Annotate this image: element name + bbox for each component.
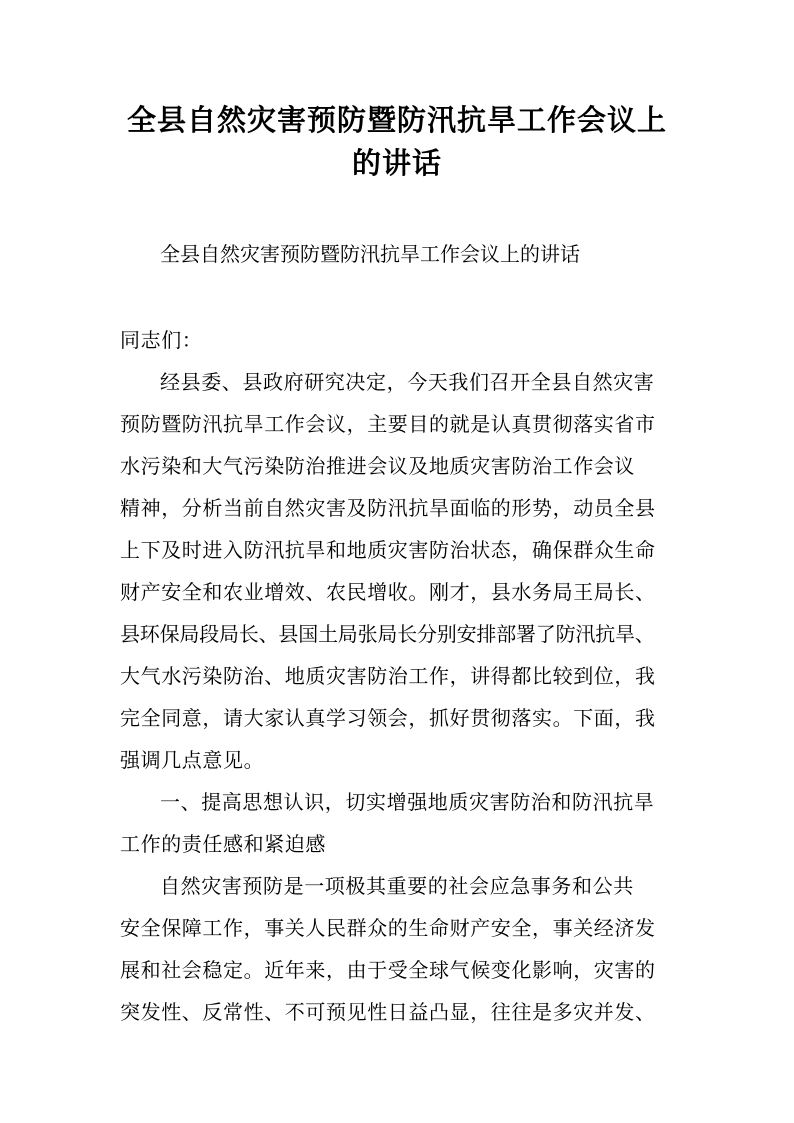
document-title-line-2: 的讲话 <box>351 146 442 180</box>
body-line: 精神，分析当前自然灾害及防汛抗旱面临的形势，动员全县 <box>120 496 656 520</box>
body-line: 预防暨防汛抗旱工作会议，主要目的就是认真贯彻落实省市 <box>120 412 656 436</box>
body-line: 突发性、反常性、不可预见性日益凸显，往往是多灾并发、 <box>120 1000 656 1024</box>
body-line: 自然灾害预防是一项极其重要的社会应急事务和公共 <box>160 874 634 898</box>
body-line: 县环保局段局长、县国土局张局长分别安排部署了防汛抗旱、 <box>120 622 655 646</box>
body-line: 安全保障工作，事关人民群众的生命财产安全，事关经济发 <box>120 916 656 940</box>
section-heading-line: 一、提高思想认识，切实增强地质灾害防治和防汛抗旱 <box>160 790 655 814</box>
body-line: 强调几点意见。 <box>120 748 265 772</box>
section-heading-line: 工作的责任感和紧迫感 <box>120 832 326 856</box>
body-line: 上下及时进入防汛抗旱和地质灾害防治状态，确保群众生命 <box>120 538 656 562</box>
document-subtitle: 全县自然灾害预防暨防汛抗旱工作会议上的讲话 <box>160 242 580 266</box>
body-line: 财产安全和农业增效、农民增收。刚才，县水务局王局长、 <box>120 580 656 604</box>
body-line: 展和社会稳定。近年来，由于受全球气候变化影响，灾害的 <box>120 958 656 982</box>
body-line: 大气水污染防治、地质灾害防治工作，讲得都比较到位，我 <box>120 664 656 688</box>
body-line: 经县委、县政府研究决定，今天我们召开全县自然灾害 <box>160 370 655 394</box>
body-line: 完全同意，请大家认真学习领会，抓好贯彻落实。下面，我 <box>120 706 656 730</box>
document-title-line-1: 全县自然灾害预防暨防汛抗旱工作会议上 <box>126 103 667 137</box>
salutation: 同志们： <box>120 328 203 352</box>
body-line: 水污染和大气污染防治推进会议及地质灾害防治工作会议 <box>120 454 635 478</box>
